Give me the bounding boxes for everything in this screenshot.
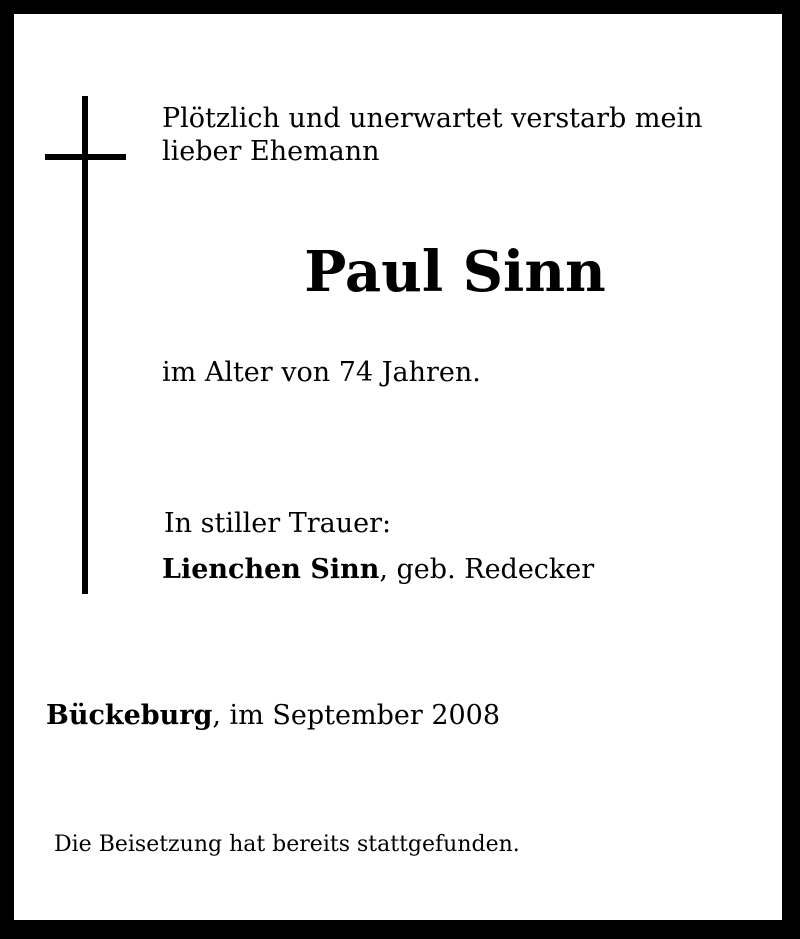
mourner-name: Lienchen Sinn [162,554,380,585]
mourner-line [162,553,594,587]
cross-icon [82,96,88,594]
burial-note: Die Beisetzung hat bereits stattgefunden. [54,832,520,857]
cross-icon-bar [45,154,126,160]
intro-text: Plötzlich und unerwartet verstarb mein lieber Ehemann [162,103,703,167]
place-date-line [46,699,500,733]
mourner-suffix: , geb. Redecker [379,554,595,585]
deceased-name: Paul Sinn [304,239,606,305]
mourning-label: In stiller Trauer: [164,508,392,539]
obituary-card [14,14,782,920]
age-line: im Alter von 74 Jahren. [162,357,481,388]
place-date: , im September 2008 [212,700,501,731]
place-town: Bückeburg [46,700,213,731]
